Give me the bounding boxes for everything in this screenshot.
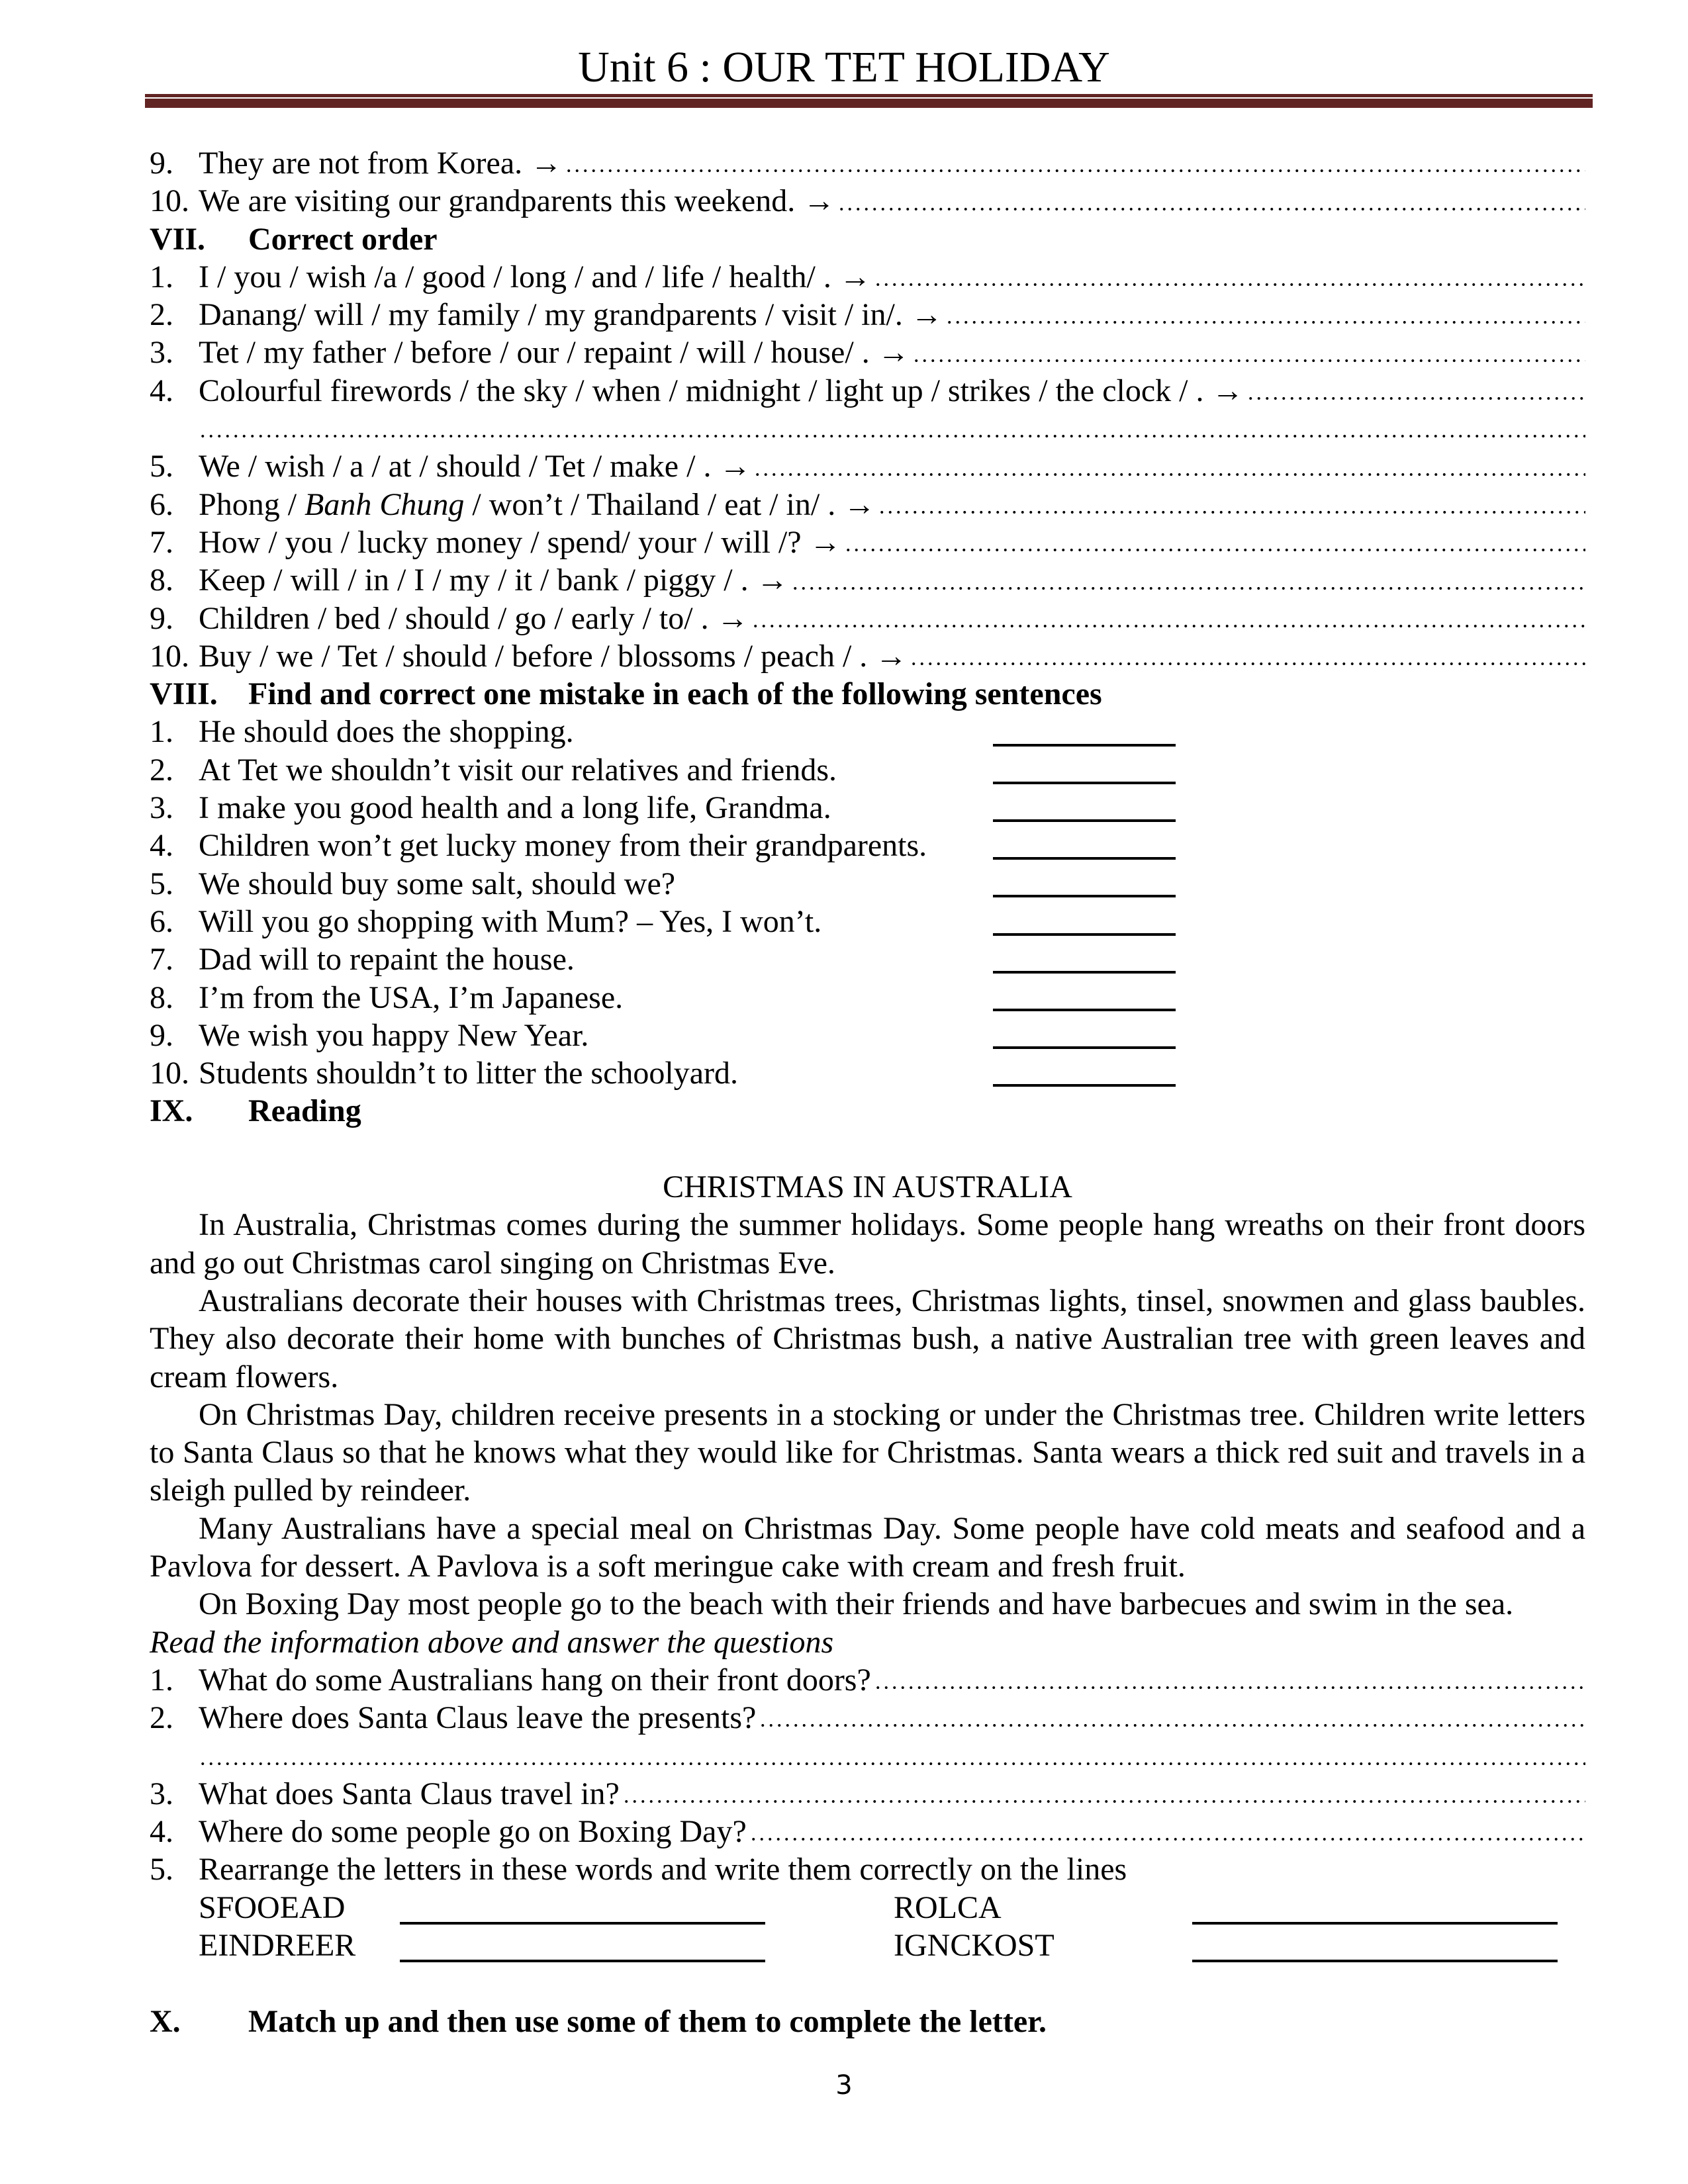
item-text: Students shouldn’t to litter the schoolyard.: [199, 1056, 739, 1091]
answer-dotted-line[interactable]: [759, 1722, 1585, 1729]
item-number: 8.: [150, 979, 173, 1015]
answer-blank-line[interactable]: [993, 1084, 1176, 1087]
item-text: Children won’t get lucky money from their grandparents.: [199, 828, 927, 864]
exercise-item: [150, 789, 1585, 827]
passage-title: CHRISTMAS IN AUSTRALIA: [663, 1169, 1072, 1205]
item-text: How / you / lucky money / spend/ your / will /? →: [199, 524, 841, 560]
question-text: Where do some people go on Boxing Day?: [199, 1814, 747, 1850]
section-number: IX.: [150, 1093, 193, 1129]
answer-dotted-line[interactable]: [910, 660, 1585, 667]
answer-blank-line[interactable]: [993, 1046, 1176, 1049]
item-text-part: Phong /: [199, 486, 305, 522]
question-item: [150, 1699, 1585, 1737]
answer-dotted-line[interactable]: [874, 1684, 1585, 1691]
item-number: 6.: [150, 903, 173, 939]
item-text: Buy / we / Tet / should / before / blossoms / peach / . →: [199, 638, 908, 674]
item-text: [199, 486, 875, 523]
exercise-item: [150, 637, 1585, 675]
item-text: Colourful firewords / the sky / when / midnight / light up / strikes / the clock / . →: [199, 373, 1244, 408]
item-number: 5.: [150, 1852, 173, 1888]
section-number: VIII.: [150, 676, 218, 712]
item-number: 2.: [150, 297, 173, 333]
exercise-item: [150, 1017, 1585, 1054]
exercise-item: [150, 144, 1585, 182]
exercise-item: [150, 296, 1585, 334]
item-text-part: / won’t / Thailand / eat / in/ . →: [464, 486, 876, 522]
item-text: I make you good health and a long life, Grandma.: [199, 790, 831, 826]
passage-paragraph: Australians decorate their houses with Christmas trees, Christmas lights, tinsel, snowmen and glass baubles. They also decorate their home with bunches of Christmas bush, a native Australian tree with green leaves and cream flowers.: [150, 1283, 1585, 1394]
item-text: We / wish / a / at / should / Tet / make / . →: [199, 449, 751, 484]
item-number: 10.: [150, 638, 189, 674]
item-number: 3.: [150, 335, 173, 371]
question-text: Where does Santa Claus leave the presents?: [199, 1700, 757, 1736]
answer-dotted-line[interactable]: [837, 206, 1585, 212]
exercise-item: [150, 1054, 1585, 1092]
exercise-item-continuation: [150, 410, 1585, 447]
item-number: 4.: [150, 828, 173, 864]
answer-blank-line[interactable]: [993, 857, 1176, 860]
item-text: I / you / wish /a / good / long / and / life / health/ . →: [199, 259, 871, 295]
exercise-item: [150, 751, 1585, 789]
header-rule-thick: [145, 99, 1593, 108]
answer-blank-line[interactable]: [993, 971, 1176, 974]
exercise-item: [150, 713, 1585, 751]
answer-blank-line[interactable]: [1192, 1922, 1558, 1925]
item-number: 9.: [150, 146, 173, 181]
answer-blank-line[interactable]: [993, 1009, 1176, 1011]
item-number: 8.: [150, 563, 173, 598]
answer-dotted-line[interactable]: [199, 433, 1585, 439]
question-item-continuation: [150, 1737, 1585, 1774]
answer-blank-line[interactable]: [993, 744, 1176, 747]
item-number: 7.: [150, 942, 173, 978]
exercise-item: [150, 372, 1585, 410]
answer-dotted-line[interactable]: [878, 509, 1585, 516]
answer-dotted-line[interactable]: [753, 471, 1585, 478]
section-title: Match up and then use some of them to complete the letter.: [248, 2003, 1047, 2039]
exercise-item: [150, 600, 1585, 637]
exercise-item: [150, 447, 1585, 485]
exercise-item: [150, 865, 1585, 903]
scrambled-word: ROLCA: [894, 1889, 1002, 1925]
item-number: 9.: [150, 600, 173, 636]
item-text: Danang/ will / my family / my grandparents / visit / in/. →: [199, 297, 943, 333]
answer-dotted-line[interactable]: [199, 1760, 1585, 1767]
worksheet-content: [150, 144, 1585, 2040]
item-number: 1.: [150, 259, 173, 295]
passage-paragraph: On Boxing Day most people go to the beach with their friends and have barbecues and swim in the sea.: [199, 1586, 1514, 1622]
item-number: 10.: [150, 1056, 189, 1091]
answer-dotted-line[interactable]: [791, 585, 1585, 592]
passage-paragraph: On Christmas Day, children receive presents in a stocking or under the Christmas tree. Children write letters to Santa Claus so that he knows what they would like for Christmas. Santa wears a thick red suit and travels in a sleigh pulled by reindeer.: [150, 1396, 1585, 1508]
answer-dotted-line[interactable]: [749, 1836, 1585, 1843]
item-text: At Tet we shouldn’t visit our relatives and friends.: [199, 752, 837, 788]
scrambled-words-row: [150, 1889, 1585, 1927]
item-number: 4.: [150, 1814, 173, 1850]
passage-paragraph: Many Australians have a special meal on Christmas Day. Some people have cold meats and seafood and a Pavlova for dessert. A Pavlova is a soft meringue cake with cream and fresh fruit.: [150, 1510, 1585, 1584]
spacer: [150, 1964, 1585, 2002]
section-title: Correct order: [248, 221, 438, 257]
answer-blank-line[interactable]: [993, 819, 1176, 822]
reading-instruction: Read the information above and answer the questions: [150, 1624, 834, 1660]
item-number: 2.: [150, 1700, 173, 1736]
answer-blank-line[interactable]: [993, 933, 1176, 936]
page-title: Unit 6 : OUR TET HOLIDAY: [578, 43, 1110, 91]
section-title: Reading: [248, 1093, 361, 1129]
answer-blank-line[interactable]: [993, 782, 1176, 784]
section-heading-viii: [150, 675, 1585, 713]
answer-blank-line[interactable]: [993, 895, 1176, 897]
item-number: 10.: [150, 183, 189, 219]
item-number: 4.: [150, 373, 173, 408]
item-number: 1.: [150, 714, 173, 750]
scrambled-word: SFOOEAD: [199, 1889, 346, 1925]
section-heading-ix: [150, 1092, 1585, 1130]
question-text: What does Santa Claus travel in?: [199, 1776, 620, 1811]
exercise-item: [150, 940, 1585, 978]
question-item: [150, 1850, 1585, 1888]
item-text: They are not from Korea. →: [199, 146, 563, 181]
item-text-italic: Banh Chung: [305, 486, 465, 522]
exercise-item: [150, 827, 1585, 864]
item-text: Dad will to repaint the house.: [199, 942, 575, 978]
section-heading-x: [150, 2003, 1585, 2040]
question-text: What do some Australians hang on their front doors?: [199, 1662, 871, 1698]
section-heading-vii: [150, 220, 1585, 258]
item-text: I’m from the USA, I’m Japanese.: [199, 979, 624, 1015]
exercise-item: [150, 903, 1585, 940]
item-number: 6.: [150, 486, 173, 522]
mistake-list: [150, 713, 1585, 1092]
scrambled-words-row: [150, 1927, 1585, 1964]
exercise-item: [150, 561, 1585, 599]
item-text: He should does the shopping.: [199, 714, 574, 750]
item-number: 5.: [150, 866, 173, 901]
question-item: [150, 1775, 1585, 1813]
answer-dotted-line[interactable]: [622, 1798, 1585, 1805]
answer-dotted-line[interactable]: [844, 547, 1585, 553]
exercise-item: [150, 979, 1585, 1017]
item-text: Will you go shopping with Mum? – Yes, I won’t.: [199, 903, 822, 939]
exercise-item: [150, 182, 1585, 220]
reading-passage: [150, 1206, 1585, 1623]
section-number: VII.: [150, 221, 206, 257]
header-rule-thin: [145, 94, 1593, 97]
passage-paragraph: In Australia, Christmas comes during the summer holidays. Some people hang wreaths on their front doors and go out Christmas carol singing on Christmas Eve.: [150, 1207, 1585, 1281]
exercise-item: [150, 486, 1585, 523]
answer-blank-line[interactable]: [1192, 1960, 1558, 1962]
item-text: We should buy some salt, should we?: [199, 866, 676, 901]
item-number: 3.: [150, 1776, 173, 1811]
answer-blank-line[interactable]: [400, 1960, 765, 1962]
spacer: [150, 1130, 1585, 1168]
item-number: 5.: [150, 449, 173, 484]
item-number: 3.: [150, 790, 173, 826]
item-number: 7.: [150, 524, 173, 560]
scrambled-word: EINDREER: [199, 1927, 356, 1963]
exercise-item: [150, 523, 1585, 561]
answer-dotted-line[interactable]: [1246, 395, 1586, 402]
item-text: We wish you happy New Year.: [199, 1017, 589, 1053]
item-text: Children / bed / should / go / early / to/ . →: [199, 600, 749, 636]
answer-blank-line[interactable]: [400, 1922, 765, 1925]
item-text: Keep / will / in / I / my / it / bank / piggy / . →: [199, 563, 788, 598]
section-title: Find and correct one mistake in each of the following sentences: [248, 676, 1102, 712]
question-text: Rearrange the letters in these words and write them correctly on the lines: [199, 1852, 1127, 1888]
question-item: [150, 1661, 1585, 1699]
item-text: We are visiting our grandparents this weekend. →: [199, 183, 835, 219]
answer-dotted-line[interactable]: [751, 623, 1585, 629]
item-number: 9.: [150, 1017, 173, 1053]
answer-dotted-line[interactable]: [945, 319, 1585, 326]
section-number: X.: [150, 2003, 181, 2039]
answer-dotted-line[interactable]: [874, 281, 1585, 288]
exercise-item: [150, 258, 1585, 296]
item-number: 1.: [150, 1662, 173, 1698]
exercise-item: [150, 334, 1585, 371]
answer-dotted-line[interactable]: [912, 357, 1585, 364]
item-text: Tet / my father / before / our / repaint / will / house/ . →: [199, 335, 910, 371]
item-number: 2.: [150, 752, 173, 788]
page-number: 3: [835, 2070, 853, 2101]
question-item: [150, 1813, 1585, 1850]
scrambled-word: IGNCKOST: [894, 1927, 1055, 1963]
answer-dotted-line[interactable]: [565, 167, 1585, 174]
